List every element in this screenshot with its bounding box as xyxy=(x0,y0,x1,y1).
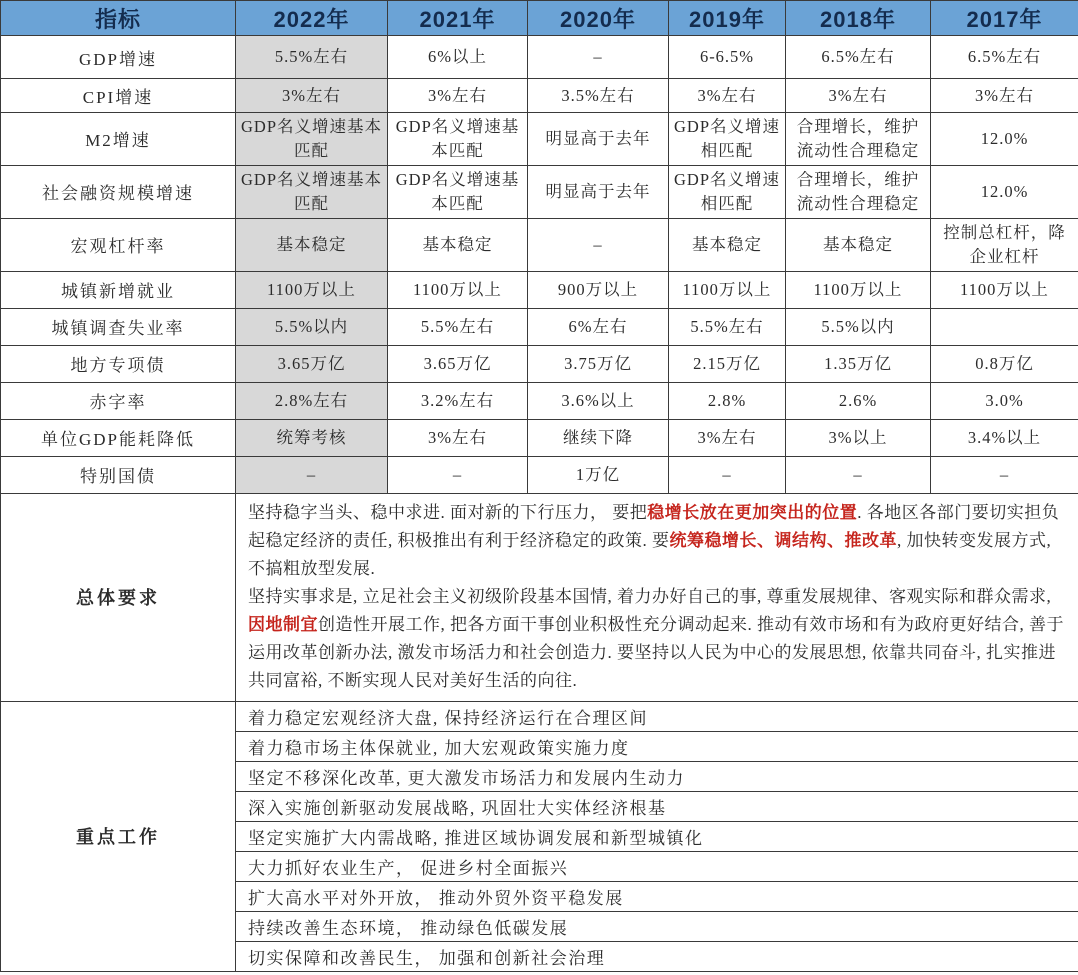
indicator-label: M2增速 xyxy=(1,113,236,166)
indicator-value: 1.35万亿 xyxy=(786,345,931,382)
indicator-value: 3.4%以上 xyxy=(931,419,1078,456)
indicator-value: GDP名义增速基本匹配 xyxy=(236,113,388,166)
indicator-row xyxy=(1,218,1078,271)
key-work-item: 着力稳市场主体保就业, 加大宏观政策实施力度 xyxy=(236,731,1078,761)
indicator-value: 3%以上 xyxy=(786,419,931,456)
text-segment: , 加快转变发展方式, 不搞粗放型发展. xyxy=(248,531,1052,579)
indicator-value: 6-6.5% xyxy=(669,36,786,79)
indicator-label: 宏观杠杆率 xyxy=(1,218,236,271)
key-work-item: 深入实施创新驱动发展战略, 巩固壮大实体经济根基 xyxy=(236,791,1078,821)
indicator-value xyxy=(931,308,1078,345)
key-work-item: 大力抓好农业生产， 促进乡村全面振兴 xyxy=(236,851,1078,881)
table-header-row xyxy=(1,1,1078,36)
text-segment: 创造性开展工作, 把各方面干事创业积极性充分调动起来. 推动有效市场和有为政府更好结合, 善于运用改革创新办法, 激发市场活力和社会创造力. 要坚持以人民为中心的发展思想, 依靠共同奋斗, 扎实推进共同富裕, 不断实现人民对美好生活的向往. xyxy=(248,615,1064,691)
text-segment: 坚持稳字当头、稳中求进. 面对新的下行压力， 要把 xyxy=(248,503,648,523)
indicator-value: 5.5%左右 xyxy=(669,308,786,345)
indicator-value: 12.0% xyxy=(931,113,1078,166)
indicator-value: 合理增长，维护流动性合理稳定 xyxy=(786,113,931,166)
indicator-row xyxy=(1,308,1078,345)
indicator-value: 900万以上 xyxy=(528,271,669,308)
indicator-row xyxy=(1,456,1078,493)
indicator-value: 5.5%左右 xyxy=(236,36,388,79)
year-header-1: 2021年 xyxy=(388,1,528,36)
indicator-value: 6%以上 xyxy=(388,36,528,79)
indicator-label: 社会融资规模增速 xyxy=(1,165,236,218)
indicator-row xyxy=(1,345,1078,382)
indicator-value: 3.65万亿 xyxy=(236,345,388,382)
overall-requirements-text xyxy=(236,493,1078,701)
indicator-value: 3%左右 xyxy=(669,419,786,456)
indicator-row xyxy=(1,165,1078,218)
indicator-value: 1100万以上 xyxy=(236,271,388,308)
indicator-value: 6%左右 xyxy=(528,308,669,345)
indicator-value: 3%左右 xyxy=(236,79,388,113)
indicator-value: – xyxy=(786,456,931,493)
indicator-value: GDP名义增速相匹配 xyxy=(669,165,786,218)
indicator-value: 5.5%左右 xyxy=(388,308,528,345)
indicator-value: GDP名义增速基本匹配 xyxy=(388,165,528,218)
indicator-header: 指标 xyxy=(1,1,236,36)
indicator-row xyxy=(1,113,1078,166)
indicator-value: 基本稳定 xyxy=(786,218,931,271)
indicator-label: 单位GDP能耗降低 xyxy=(1,419,236,456)
indicator-value: 基本稳定 xyxy=(388,218,528,271)
key-work-item: 坚定不移深化改革, 更大激发市场活力和发展内生动力 xyxy=(236,761,1078,791)
indicator-label: 城镇新增就业 xyxy=(1,271,236,308)
indicator-value: 3%左右 xyxy=(388,419,528,456)
indicator-value: 1100万以上 xyxy=(388,271,528,308)
indicator-value: 3.0% xyxy=(931,382,1078,419)
indicator-value: 3.6%以上 xyxy=(528,382,669,419)
indicator-value: 统筹考核 xyxy=(236,419,388,456)
indicator-value: 控制总杠杆，降企业杠杆 xyxy=(931,218,1078,271)
indicator-value: GDP名义增速相匹配 xyxy=(669,113,786,166)
indicator-value: 1100万以上 xyxy=(786,271,931,308)
key-work-item: 切实保障和改善民生， 加强和创新社会治理 xyxy=(236,941,1078,971)
key-work-item: 着力稳定宏观经济大盘, 保持经济运行在合理区间 xyxy=(236,701,1078,731)
indicator-value: 2.8% xyxy=(669,382,786,419)
indicator-value: 基本稳定 xyxy=(236,218,388,271)
indicator-value: 3.65万亿 xyxy=(388,345,528,382)
indicator-label: 赤字率 xyxy=(1,382,236,419)
highlighted-phrase: 稳增长放在更加突出的位置 xyxy=(647,503,858,523)
indicator-label: GDP增速 xyxy=(1,36,236,79)
key-work-item: 持续改善生态环境， 推动绿色低碳发展 xyxy=(236,911,1078,941)
indicator-value: – xyxy=(669,456,786,493)
overall-requirements-row xyxy=(1,493,1078,701)
year-header-0: 2022年 xyxy=(236,1,388,36)
key-work-label: 重点工作 xyxy=(1,701,236,971)
highlighted-phrase: 因地制宜 xyxy=(248,615,318,635)
key-work-item: 扩大高水平对外开放， 推动外贸外资平稳发展 xyxy=(236,881,1078,911)
indicator-row xyxy=(1,36,1078,79)
indicator-value: 明显高于去年 xyxy=(528,165,669,218)
indicator-value: 2.15万亿 xyxy=(669,345,786,382)
overall-paragraph-1 xyxy=(248,583,1066,695)
indicator-value: 3%左右 xyxy=(669,79,786,113)
highlighted-phrase: 统筹稳增长、调结构、推改革 xyxy=(669,531,897,551)
text-segment: 坚持实事求是, 立足社会主义初级阶段基本国情, 着力办好自己的事, 尊重发展规律、客观实际和群众需求, xyxy=(248,587,1052,607)
indicator-value: 1100万以上 xyxy=(669,271,786,308)
indicator-value: 1100万以上 xyxy=(931,271,1078,308)
key-work-item: 坚定实施扩大内需战略, 推进区域协调发展和新型城镇化 xyxy=(236,821,1078,851)
indicator-value: 3.75万亿 xyxy=(528,345,669,382)
indicator-row xyxy=(1,271,1078,308)
indicator-value: GDP名义增速基本匹配 xyxy=(388,113,528,166)
indicator-value: – xyxy=(236,456,388,493)
indicator-value: 2.8%左右 xyxy=(236,382,388,419)
indicator-value: 3.2%左右 xyxy=(388,382,528,419)
indicator-label: 地方专项债 xyxy=(1,345,236,382)
indicator-value: 6.5%左右 xyxy=(786,36,931,79)
indicator-row xyxy=(1,79,1078,113)
overall-requirements-label: 总体要求 xyxy=(1,493,236,701)
indicator-value: 基本稳定 xyxy=(669,218,786,271)
indicator-value: GDP名义增速基本匹配 xyxy=(236,165,388,218)
indicator-value: 6.5%左右 xyxy=(931,36,1078,79)
indicator-label: CPI增速 xyxy=(1,79,236,113)
indicator-value: 1万亿 xyxy=(528,456,669,493)
indicator-value: 5.5%以内 xyxy=(236,308,388,345)
indicator-value: – xyxy=(388,456,528,493)
indicator-label: 城镇调查失业率 xyxy=(1,308,236,345)
indicator-value: 0.8万亿 xyxy=(931,345,1078,382)
year-header-2: 2020年 xyxy=(528,1,669,36)
indicator-value: – xyxy=(931,456,1078,493)
indicator-value: 3%左右 xyxy=(388,79,528,113)
indicator-value: 12.0% xyxy=(931,165,1078,218)
year-header-4: 2018年 xyxy=(786,1,931,36)
indicator-value: 3%左右 xyxy=(786,79,931,113)
key-work-row xyxy=(1,701,1078,731)
indicator-value: 明显高于去年 xyxy=(528,113,669,166)
indicator-value: 5.5%以内 xyxy=(786,308,931,345)
indicator-value: – xyxy=(528,36,669,79)
text-segment: . 各地区各部门要切实担负起稳定经济的责任, 积极推出有利于经济稳定的政策. 要 xyxy=(248,503,1060,551)
indicator-value: – xyxy=(528,218,669,271)
indicator-value: 合理增长，维护流动性合理稳定 xyxy=(786,165,931,218)
overall-paragraph-0 xyxy=(248,499,1066,583)
indicator-value: 3%左右 xyxy=(931,79,1078,113)
year-header-3: 2019年 xyxy=(669,1,786,36)
indicator-value: 继续下降 xyxy=(528,419,669,456)
year-header-5: 2017年 xyxy=(931,1,1078,36)
indicator-label: 特别国债 xyxy=(1,456,236,493)
indicator-value: 2.6% xyxy=(786,382,931,419)
indicator-row xyxy=(1,382,1078,419)
indicator-row xyxy=(1,419,1078,456)
indicator-value: 3.5%左右 xyxy=(528,79,669,113)
